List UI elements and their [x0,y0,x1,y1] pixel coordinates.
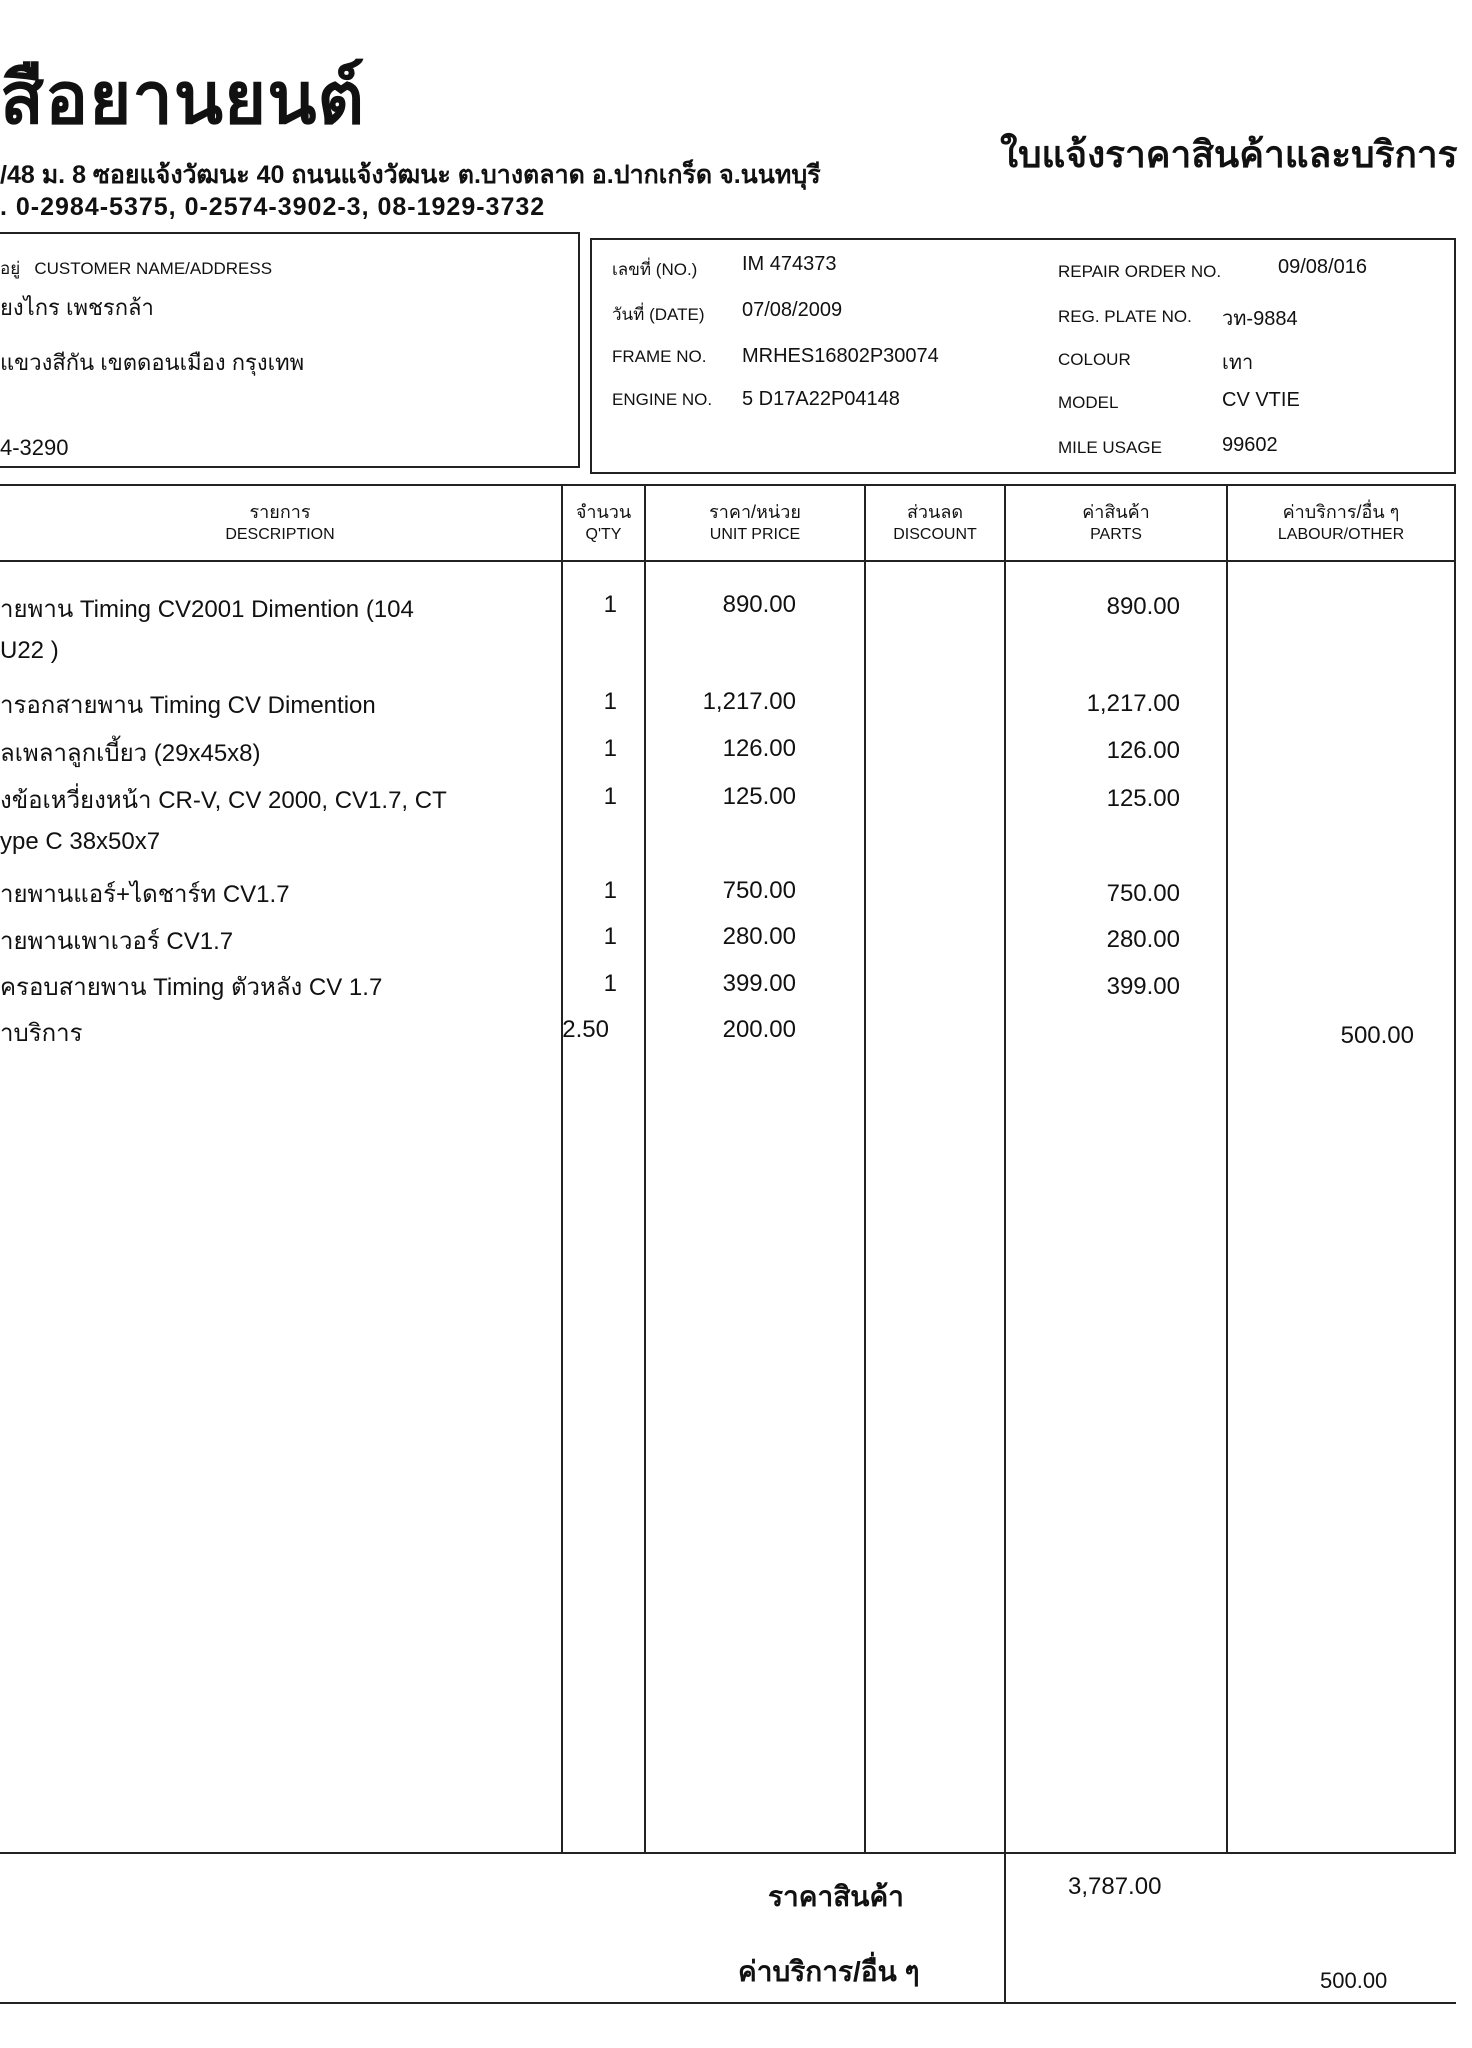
header-labour-en: LABOUR/OTHER [1277,526,1405,543]
doc-no-label-en: (NO.) [655,260,698,279]
row-7-unit-price: 750.00 [722,877,796,904]
row-4-description: ลเพลาลูกเบี้ยว (29x45x8) [0,740,261,767]
row-6-description: ype C 38x50x7 [0,828,161,855]
header-description-th: รายการ [249,502,311,522]
mile-label: MILE USAGE [1058,438,1162,457]
row-5-qty: 1 [603,783,617,810]
row-8-parts: 280.00 [1106,926,1180,953]
customer-label-en: CUSTOMER NAME/ADDRESS [34,259,273,278]
header-description [140,497,420,544]
header-parts-th: ค่าสินค้า [1082,502,1150,522]
row-9-parts: 399.00 [1106,973,1180,1000]
header-labour [1228,497,1454,544]
doc-no-value: IM 474373 [742,253,837,275]
row-3-parts: 1,217.00 [1086,690,1180,717]
customer-label-th: อยู่ [0,259,21,278]
row-4-unit-price: 126.00 [722,735,796,762]
row-10-description: าบริการ [0,1020,83,1047]
row-1-description: ายพาน Timing CV2001 Dimention (104 [0,596,414,623]
frame-label: FRAME NO. [612,347,707,366]
total-labour-label: ค่าบริการ/อื่น ๆ [738,1956,920,1987]
date-label-th: วันที่ [612,305,645,324]
doc-no-label-th: เลขที่ [612,260,652,279]
row-1-qty: 1 [603,591,617,618]
row-3-description: ารอกสายพาน Timing CV Dimention [0,692,376,719]
header-unit-price-en: UNIT PRICE [709,526,801,543]
colour-label: COLOUR [1058,350,1131,369]
col-divider-discount [864,484,866,1852]
total-parts-label: ราคาสินค้า [768,1881,904,1912]
model-label: MODEL [1058,393,1119,412]
row-8-unit-price: 280.00 [722,923,796,950]
shop-address: /48 ม. 8 ซอยแจ้งวัฒนะ 40 ถนนแจ้งวัฒนะ ต.บางตลาด อ.ปากเกร็ด จ.นนทบุรี [0,161,821,189]
row-2-description: U22 ) [0,637,59,664]
date-label-en: (DATE) [649,305,705,324]
total-parts-value: 3,787.00 [1068,1873,1162,1900]
header-unit-price-th: ราคา/หน่วย [709,502,801,522]
engine-label: ENGINE NO. [612,390,713,409]
row-9-description: ครอบสายพาน Timing ตัวหลัง CV 1.7 [0,974,383,1001]
model-value: CV VTIE [1222,389,1300,411]
row-9-qty: 1 [603,970,617,997]
table-bottom-border [0,2002,1456,2004]
row-1-parts: 890.00 [1106,593,1180,620]
table-header-divider [0,560,1456,562]
shop-phone: . 0-2984-5375, 0-2574-3902-3, 08-1929-3732 [0,193,546,221]
row-7-parts: 750.00 [1106,880,1180,907]
frame-value: MRHES16802P30074 [742,345,939,367]
customer-phone: 4-3290 [0,435,69,460]
customer-address: แขวงสีกัน เขตดอนเมือง กรุงเทพ [0,350,305,375]
total-labour-value: 500.00 [1320,1968,1388,1993]
date-label [612,301,705,328]
header-qty-th: จำนวน [575,502,632,522]
header-discount-th: ส่วนลด [906,502,964,522]
shop-name: สือยานยนต์ [0,59,366,139]
header-description-en: DESCRIPTION [225,526,335,543]
row-8-description: ายพานเพาเวอร์ CV1.7 [0,928,234,955]
row-5-parts: 125.00 [1106,785,1180,812]
row-5-unit-price: 125.00 [722,783,796,810]
table-body-bottom [0,1852,1456,1854]
header-parts [1006,497,1226,544]
table-top-border [0,484,1456,486]
row-3-qty: 1 [603,688,617,715]
row-10-qty: 2.50 [562,1016,609,1043]
header-labour-th: ค่าบริการ/อื่น ๆ [1282,502,1400,522]
header-unit-price [646,497,864,544]
doc-no-label [612,256,697,283]
plate-value: วท-9884 [1222,308,1298,330]
row-9-unit-price: 399.00 [722,970,796,997]
row-10-unit-price: 200.00 [722,1016,796,1043]
row-8-qty: 1 [603,923,617,950]
engine-value: 5 D17A22P04148 [742,388,900,410]
document-title: ใบแจ้งราคาสินค้าและบริการ [1000,134,1458,175]
header-discount [866,497,1004,544]
row-10-labour: 500.00 [1340,1022,1414,1049]
colour-value: เทา [1222,352,1254,374]
row-4-qty: 1 [603,735,617,762]
repair-order-label: REPAIR ORDER NO. [1058,262,1222,281]
row-7-qty: 1 [603,877,617,904]
plate-label: REG. PLATE NO. [1058,307,1192,326]
row-3-unit-price: 1,217.00 [702,688,796,715]
customer-name: ยงไกร เพชรกล้า [0,295,154,320]
header-discount-en: DISCOUNT [893,526,977,543]
row-7-description: ายพานแอร์+ไดชาร์ท CV1.7 [0,881,290,908]
mile-value: 99602 [1222,434,1278,456]
col-divider-labour [1226,484,1228,1852]
row-1-unit-price: 890.00 [722,591,796,618]
header-qty [563,497,644,544]
header-qty-en: Q'TY [585,526,622,543]
table-right-border [1454,484,1456,1852]
customer-label [0,255,272,282]
row-4-parts: 126.00 [1106,737,1180,764]
repair-order-value: 09/08/016 [1278,256,1367,278]
header-parts-en: PARTS [1090,526,1142,543]
row-5-description: งข้อเหวี่ยงหน้า CR-V, CV 2000, CV1.7, CT [0,787,447,814]
date-value: 07/08/2009 [742,299,843,321]
